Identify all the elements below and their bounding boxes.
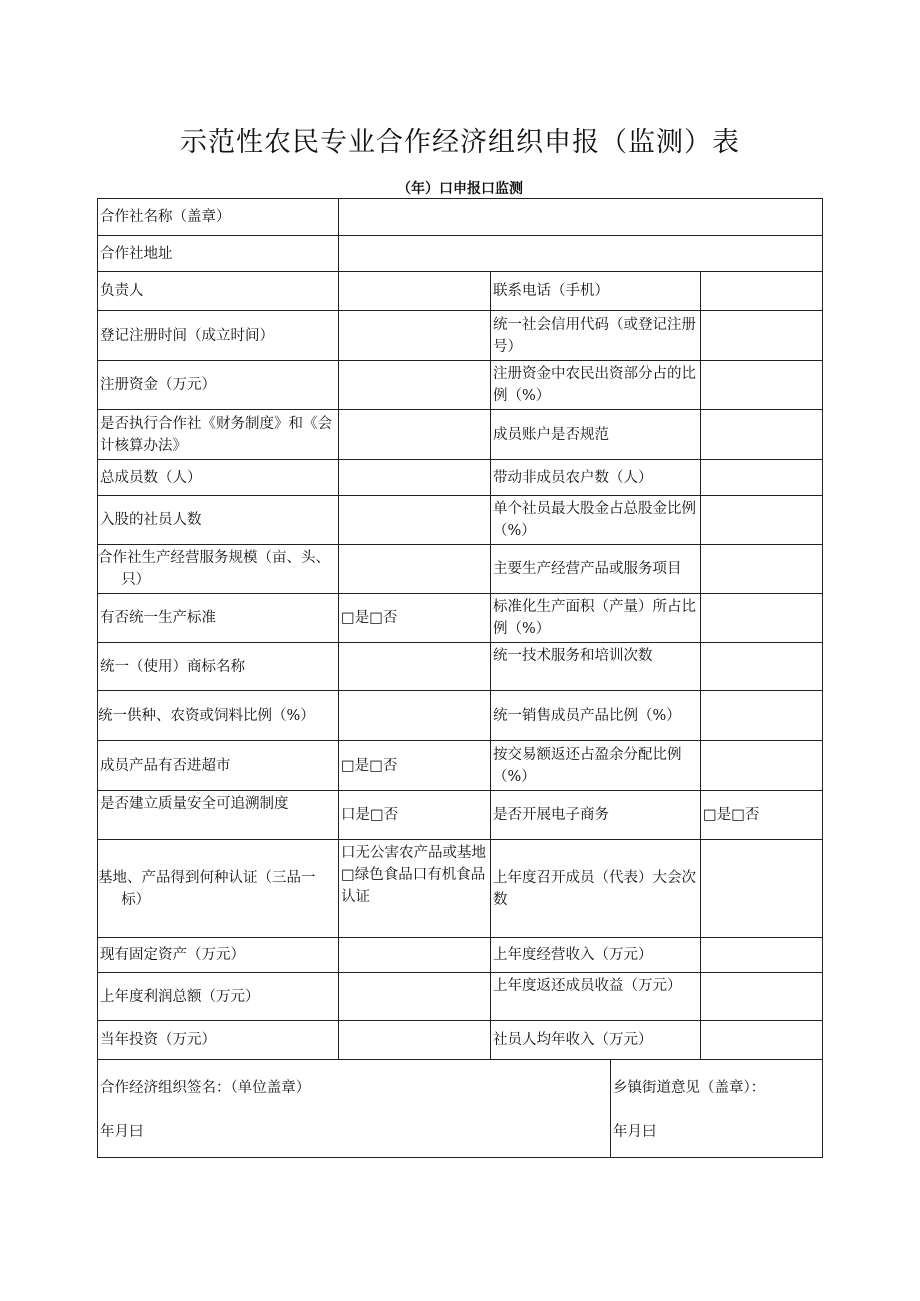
- coop-name-label: 合作社名称（盖章）: [98, 199, 339, 236]
- phone-field[interactable]: [701, 272, 823, 311]
- rebate-ratio-label: 按交易额返还占盈余分配比例（%）: [491, 741, 701, 791]
- reg-time-label: 登记注册时间（成立时间）: [98, 311, 339, 361]
- investment-field[interactable]: [339, 1021, 491, 1060]
- total-profit-field[interactable]: [339, 973, 491, 1021]
- credit-code-label: 统一社会信用代码（或登记注册号）: [491, 311, 701, 361]
- non-member-households-field[interactable]: [701, 460, 823, 496]
- supply-ratio-label: 统一供种、农资或饲料比例（%）: [98, 691, 339, 741]
- phone-label: 联系电话（手机）: [491, 272, 701, 311]
- supermarket-checkbox[interactable]: □是□否: [339, 741, 491, 791]
- shareholder-members-label: 入股的社员人数: [98, 496, 339, 545]
- training-times-label: 统一技术服务和培训次数: [491, 643, 701, 691]
- traceability-label: 是否建立质量安全可追溯制度: [98, 791, 339, 840]
- traceability-checkbox[interactable]: 口是□否: [339, 791, 491, 840]
- township-opinion-cell[interactable]: [611, 1060, 823, 1158]
- investment-label: 当年投资（万元）: [98, 1021, 339, 1060]
- person-in-charge-field[interactable]: [339, 272, 491, 311]
- credit-code-field[interactable]: [701, 311, 823, 361]
- sales-ratio-label: 统一销售成员产品比例（%）: [491, 691, 701, 741]
- brand-name-label: 统一（使用）商标名称: [98, 643, 339, 691]
- member-returns-field[interactable]: [701, 973, 823, 1021]
- supermarket-label: 成员产品有否进超市: [98, 741, 339, 791]
- township-opinion-date: 年月曰: [613, 1123, 657, 1140]
- ecommerce-label: 是否开展电子商务: [491, 791, 701, 840]
- total-profit-label: 上年度利润总额（万元）: [98, 973, 339, 1021]
- max-share-ratio-label: 单个社员最大股金占总股金比例（%）: [491, 496, 701, 545]
- finance-system-label: 是否执行合作社《财务制度》和《会计核算办法》: [98, 410, 339, 460]
- fixed-assets-field[interactable]: [339, 938, 491, 973]
- member-meetings-label: 上年度召开成员（代表）大会次数: [491, 840, 701, 938]
- non-member-households-label: 带动非成员农户数（人）: [491, 460, 701, 496]
- coop-address-field[interactable]: [339, 236, 823, 272]
- sales-ratio-field[interactable]: [701, 691, 823, 741]
- unified-standard-checkbox[interactable]: □是□否: [339, 594, 491, 643]
- person-in-charge-label: 负责人: [98, 272, 339, 311]
- total-members-field[interactable]: [339, 460, 491, 496]
- unified-standard-label: 有否统一生产标准: [98, 594, 339, 643]
- standard-area-ratio-label: 标准化生产面积（产量）所占比例（%）: [491, 594, 701, 643]
- total-members-label: 总成员数（人）: [98, 460, 339, 496]
- township-opinion-label: 乡镇街道意见（盖章）：: [613, 1079, 766, 1096]
- member-account-label: 成员账户是否规范: [491, 410, 701, 460]
- per-capita-income-field[interactable]: [701, 1021, 823, 1060]
- member-meetings-field[interactable]: [701, 840, 823, 938]
- operating-income-field[interactable]: [701, 938, 823, 973]
- org-signature-date: 年月曰: [100, 1123, 144, 1140]
- reg-capital-label: 注册资金（万元）: [98, 361, 339, 410]
- scale-field[interactable]: [339, 545, 491, 594]
- org-signature-label: 合作经济组织签名：（单位盖章）: [100, 1079, 311, 1096]
- farmer-capital-ratio-label: 注册资金中农民出资部分占的比例（%）: [491, 361, 701, 410]
- coop-address-label: 合作社地址: [98, 236, 339, 272]
- supply-ratio-field[interactable]: [339, 691, 491, 741]
- member-account-field[interactable]: [701, 410, 823, 460]
- member-returns-label: 上年度返还成员收益（万元）: [491, 973, 701, 1021]
- operating-income-label: 上年度经营收入（万元）: [491, 938, 701, 973]
- brand-name-field[interactable]: [339, 643, 491, 691]
- scale-label: 合作社生产经营服务规模（亩、头、只）: [98, 545, 339, 594]
- rebate-ratio-field[interactable]: [701, 741, 823, 791]
- standard-area-ratio-field[interactable]: [701, 594, 823, 643]
- coop-name-field[interactable]: [339, 199, 823, 236]
- certification-label: 基地、产品得到何种认证（三品一标）: [98, 840, 339, 938]
- shareholder-members-field[interactable]: [339, 496, 491, 545]
- application-form-table: [97, 198, 823, 1158]
- reg-time-field[interactable]: [339, 311, 491, 361]
- fixed-assets-label: 现有固定资产（万元）: [98, 938, 339, 973]
- certification-options[interactable]: 口无公害农产品或基地□绿色食品口有机食品认证: [339, 840, 491, 938]
- finance-system-field[interactable]: [339, 410, 491, 460]
- farmer-capital-ratio-field[interactable]: [701, 361, 823, 410]
- org-signature-cell[interactable]: [98, 1060, 611, 1158]
- reg-capital-field[interactable]: [339, 361, 491, 410]
- max-share-ratio-field[interactable]: [701, 496, 823, 545]
- main-products-label: 主要生产经营产品或服务项目: [491, 545, 701, 594]
- training-times-field[interactable]: [701, 643, 823, 691]
- page-title: 示范性农民专业合作经济组织申报（监测）表: [180, 127, 740, 158]
- main-products-field[interactable]: [701, 545, 823, 594]
- per-capita-income-label: 社员人均年收入（万元）: [491, 1021, 701, 1060]
- ecommerce-checkbox[interactable]: □是□否: [701, 791, 823, 840]
- form-subtitle: （年）口申报口监测: [397, 181, 523, 197]
